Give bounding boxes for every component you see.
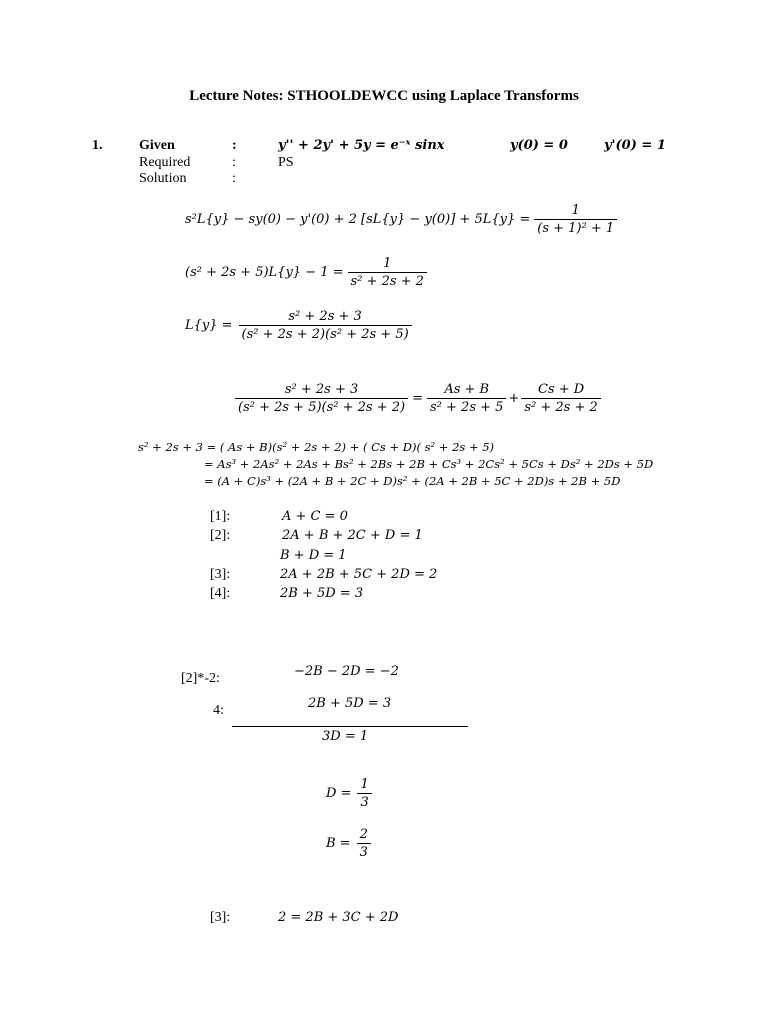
elimination-label-2: 4: [213,703,224,718]
given-colon: : [232,138,237,153]
step2-denominator: s² + 2s + 2 [348,272,427,289]
system-equation-1: A + C = 0 [282,509,348,524]
system-label-1: [1]: [210,509,231,524]
given-equation: y'' + 2y' + 5y = e⁻ˣ sinx [278,138,445,153]
step2-numerator: 1 [383,256,392,271]
partial-equals: = [412,391,424,406]
system-equation-2: 2A + B + 2C + D = 1 [282,528,423,543]
step3-denominator: (s² + 2s + 2)(s² + 2s + 5) [239,325,412,342]
solution-b-fraction [357,827,371,860]
laplace-step-2 [185,256,427,289]
step3-numerator: s² + 2s + 3 [288,309,362,324]
system-label-3: [3]: [210,567,231,582]
solution-d [326,777,372,810]
elimination-equation-1: −2B − 2D = −2 [294,664,399,679]
system-equation-2b: B + D = 1 [280,548,347,563]
step1-denominator: (s + 1)² + 1 [534,219,617,236]
solution-d-fraction [357,777,371,810]
partial-lhs-numerator: s² + 2s + 3 [284,382,359,397]
step1-numerator: 1 [571,203,580,218]
partial-plus: + [508,391,520,406]
expansion-line-1: s² + 2s + 3 = ( As + B)(s² + 2s + 2) + ( Cs + D)( s² + 2s + 5) [138,440,495,454]
solution-d-denominator: 3 [357,793,371,810]
required-value: PS [278,155,294,170]
initial-condition-2: y'(0) = 1 [604,138,666,153]
solution-d-lhs: D = [326,786,352,801]
step3-fraction [239,309,412,342]
solution-b [326,827,371,860]
elimination-divider [232,726,468,727]
laplace-step-3 [185,309,412,342]
partial-fraction-setup [235,382,601,415]
laplace-step-1 [185,203,617,236]
solution-b-lhs: B = [326,836,351,851]
solution-b-numerator: 2 [359,827,368,842]
step3-lhs: L{y} = [185,318,233,333]
required-label: Required [139,155,191,170]
system-label-2: [2]: [210,528,231,543]
solution-colon: : [232,171,236,186]
final-equation: 2 = 2B + 3C + 2D [278,910,399,925]
given-label: Given [139,138,175,153]
initial-condition-1: y(0) = 0 [510,138,568,153]
elimination-result: 3D = 1 [322,729,369,744]
problem-number: 1. [92,138,103,153]
elimination-label-1: [2]*-2: [181,671,220,686]
elimination-equation-2: 2B + 5D = 3 [308,696,392,711]
final-label: [3]: [210,910,231,925]
expansion-line-3: = (A + C)s³ + (2A + B + 2C + D)s² + (2A + 2B + 5C + 2D)s + 2B + 5D [204,474,621,488]
system-equation-3: 2A + 2B + 5C + 2D = 2 [280,567,438,582]
system-label-4: [4]: [210,586,231,601]
partial-term-1-numerator: As + B [444,382,490,397]
page-title: Lecture Notes: STHOOLDEWCC using Laplace Transforms [189,88,579,104]
step2-fraction [348,256,427,289]
partial-term-1 [427,382,506,415]
partial-lhs-denominator: (s² + 2s + 5)(s² + 2s + 2) [235,398,408,415]
solution-b-denominator: 3 [357,843,371,860]
partial-lhs-fraction [235,382,408,415]
solution-label: Solution [139,171,187,186]
system-equation-4: 2B + 5D = 3 [280,586,364,601]
partial-term-2-denominator: s² + 2s + 2 [521,398,600,415]
partial-term-2 [521,382,600,415]
expansion-line-2: = As³ + 2As² + 2As + Bs² + 2Bs + 2B + Cs³ + 2Cs² + 5Cs + Ds² + 2Ds + 5D [204,457,654,471]
partial-term-2-numerator: Cs + D [537,382,585,397]
step2-lhs: (s² + 2s + 5)L{y} − 1 = [185,265,344,280]
partial-term-1-denominator: s² + 2s + 5 [427,398,506,415]
step1-lhs: s²L{y} − sy(0) − y'(0) + 2 [sL{y} − y(0)] + 5L{y} = [185,212,531,227]
solution-d-numerator: 1 [360,777,369,792]
step1-fraction [534,203,617,236]
required-colon: : [232,155,236,170]
